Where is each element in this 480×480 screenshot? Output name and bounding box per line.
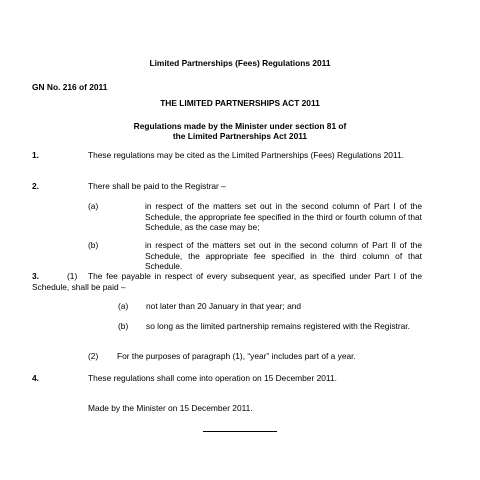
section-2-item-b-text: in respect of the matters set out in the second column of Part II of the Schedule, the appropriate fee specified in the third column of that Schedule. bbox=[145, 240, 422, 272]
section-2-item-a-text: in respect of the matters set out in the second column of Part I of the Schedule, the appropriate fee specified in the third or fourth column of that Schedule, as the case may be; bbox=[145, 201, 422, 233]
section-3-item-a-text: not later than 20 January in that year; and bbox=[146, 301, 302, 311]
section-3-item-b-text: so long as the limited partnership remains registered with the Registrar. bbox=[146, 321, 410, 331]
subtitle-line-2: the Limited Partnerships Act 2011 bbox=[172, 131, 308, 141]
section-1-text: These regulations may be cited as the Limited Partnerships (Fees) Regulations 2011. bbox=[88, 150, 404, 160]
section-3-sub1-label: (1) bbox=[67, 271, 78, 281]
section-4-number: 4. bbox=[32, 373, 39, 383]
section-3-item-b-label: (b) bbox=[118, 321, 129, 331]
section-3-sub2-text: For the purposes of paragraph (1), “year” includes part of a year. bbox=[117, 351, 356, 361]
act-title: THE LIMITED PARTNERSHIPS ACT 2011 bbox=[160, 98, 320, 108]
section-3-sub2-label: (2) bbox=[88, 351, 99, 361]
section-2-item-a-label: (a) bbox=[88, 201, 99, 211]
signature-line: Made by the Minister on 15 December 2011. bbox=[88, 403, 253, 413]
gn-number: GN No. 216 of 2011 bbox=[32, 82, 108, 92]
section-2-item-b-label: (b) bbox=[88, 240, 99, 250]
section-4-text: These regulations shall come into operation on 15 December 2011. bbox=[88, 373, 337, 383]
section-3-sub1-text: The fee payable in respect of every subsequent year, as specified under Part I of the Schedule, shall be paid – bbox=[32, 271, 422, 292]
section-2-text: There shall be paid to the Registrar – bbox=[88, 181, 226, 191]
section-1-number: 1. bbox=[32, 150, 39, 160]
signature-rule bbox=[203, 431, 277, 432]
section-3-item-a-label: (a) bbox=[118, 301, 129, 311]
section-3-number: 3. bbox=[32, 271, 39, 281]
section-2-number: 2. bbox=[32, 181, 39, 191]
subtitle-line-1: Regulations made by the Minister under section 81 of bbox=[133, 121, 347, 131]
document-title: Limited Partnerships (Fees) Regulations 2011 bbox=[149, 58, 331, 68]
